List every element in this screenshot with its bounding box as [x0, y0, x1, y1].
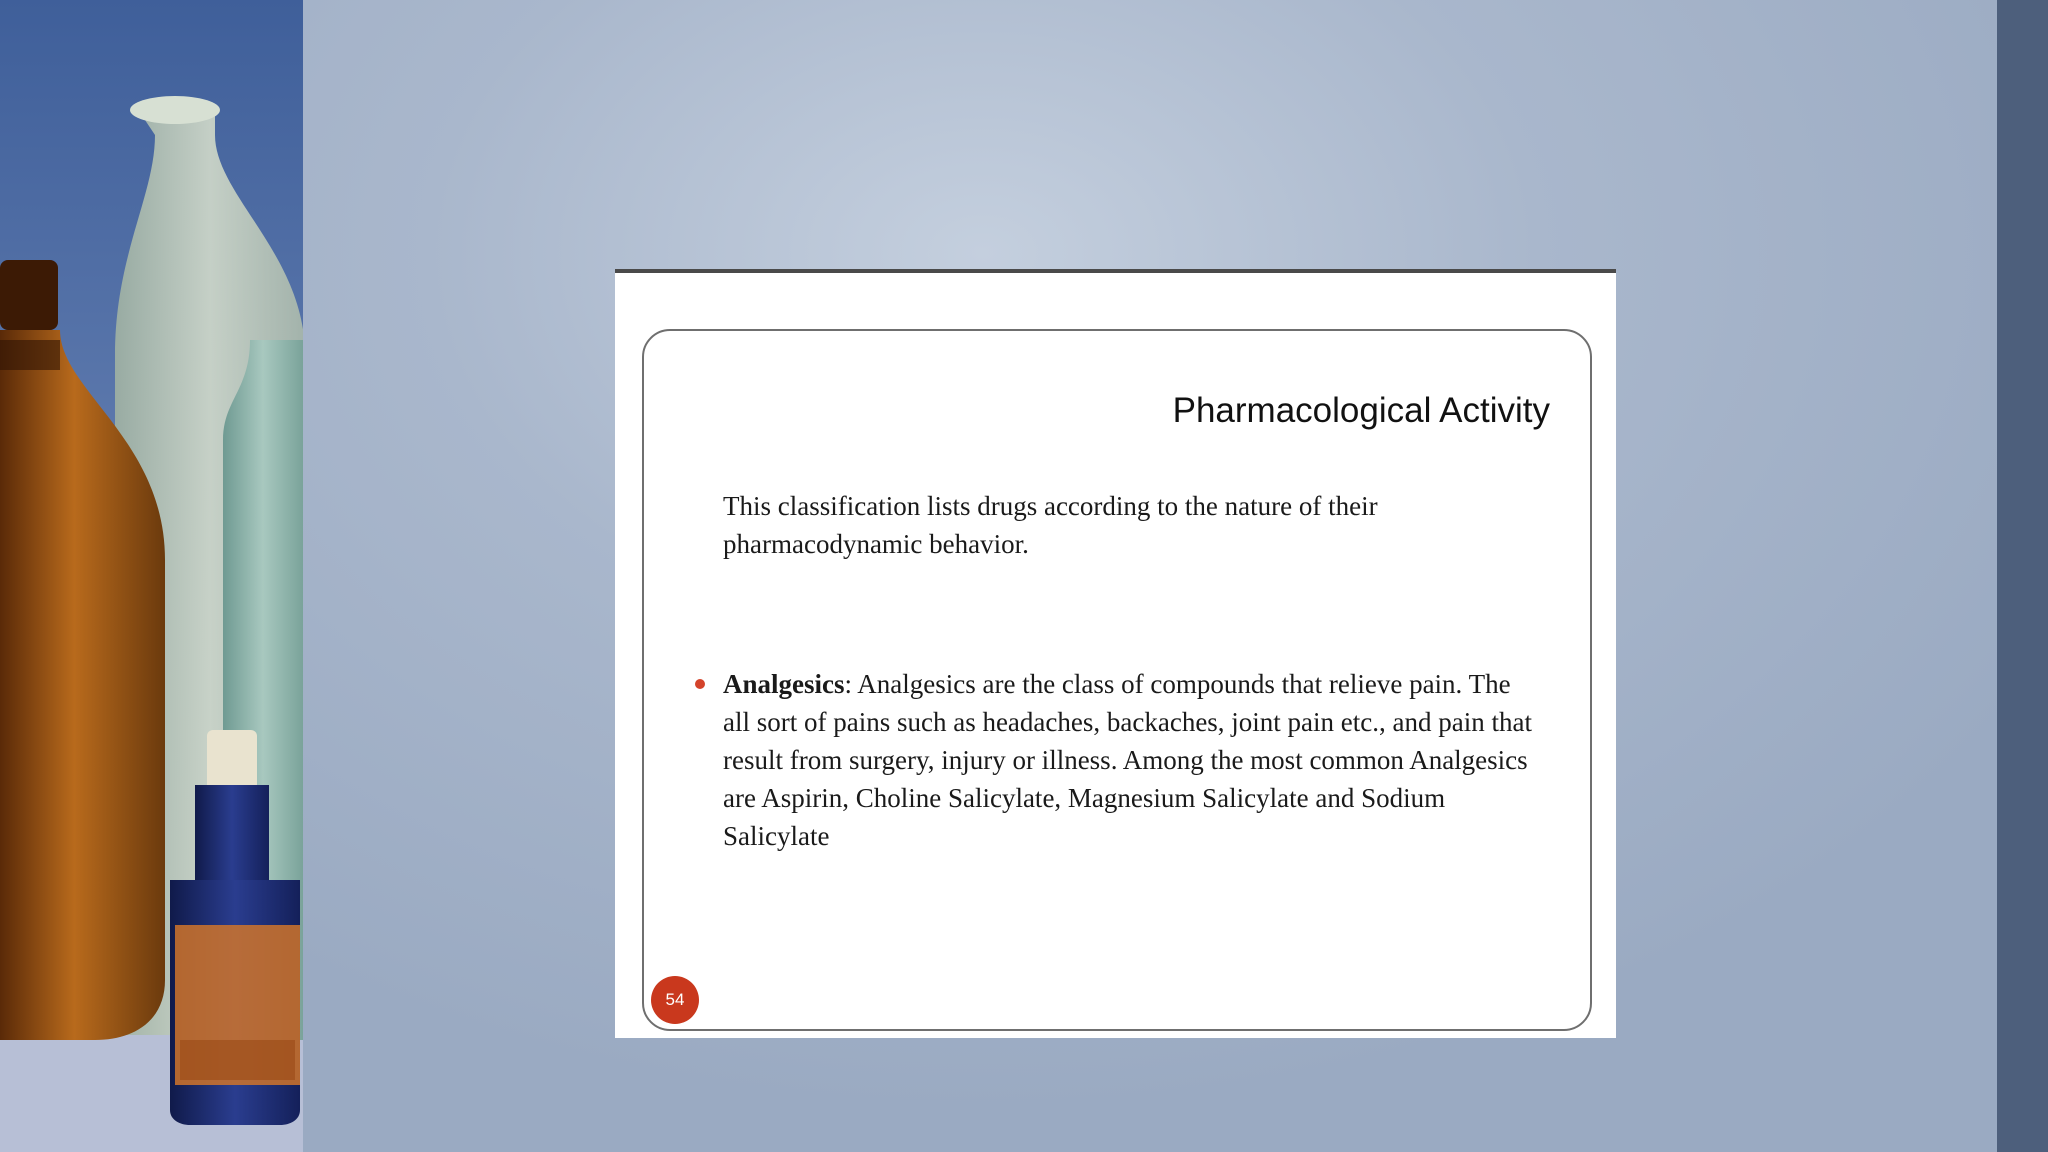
right-edge-strip — [1997, 0, 2048, 1152]
bullet-item-analgesics — [723, 665, 1543, 855]
bullet-dot-icon — [695, 679, 705, 689]
bullet-term: Analgesics — [723, 669, 845, 699]
page-number-badge: 54 — [651, 976, 699, 1024]
bullet-list — [723, 665, 1543, 855]
slide — [615, 269, 1616, 1038]
intro-paragraph: This classification lists drugs according to the nature of their pharmacodynamic behavior. — [723, 491, 1378, 559]
medicine-bottles-image — [0, 0, 303, 1152]
bullet-text: : Analgesics are the class of compounds that relieve pain. The all sort of pains such as headaches, backaches, joint pain etc., and pain that result from surgery, injury or illness. Among the most common Analgesics are Aspirin, Choline Salicylate, Magnesium Salicylate and Sodium Salicylate — [723, 669, 1532, 851]
slide-title: Pharmacological Activity — [1172, 391, 1550, 430]
